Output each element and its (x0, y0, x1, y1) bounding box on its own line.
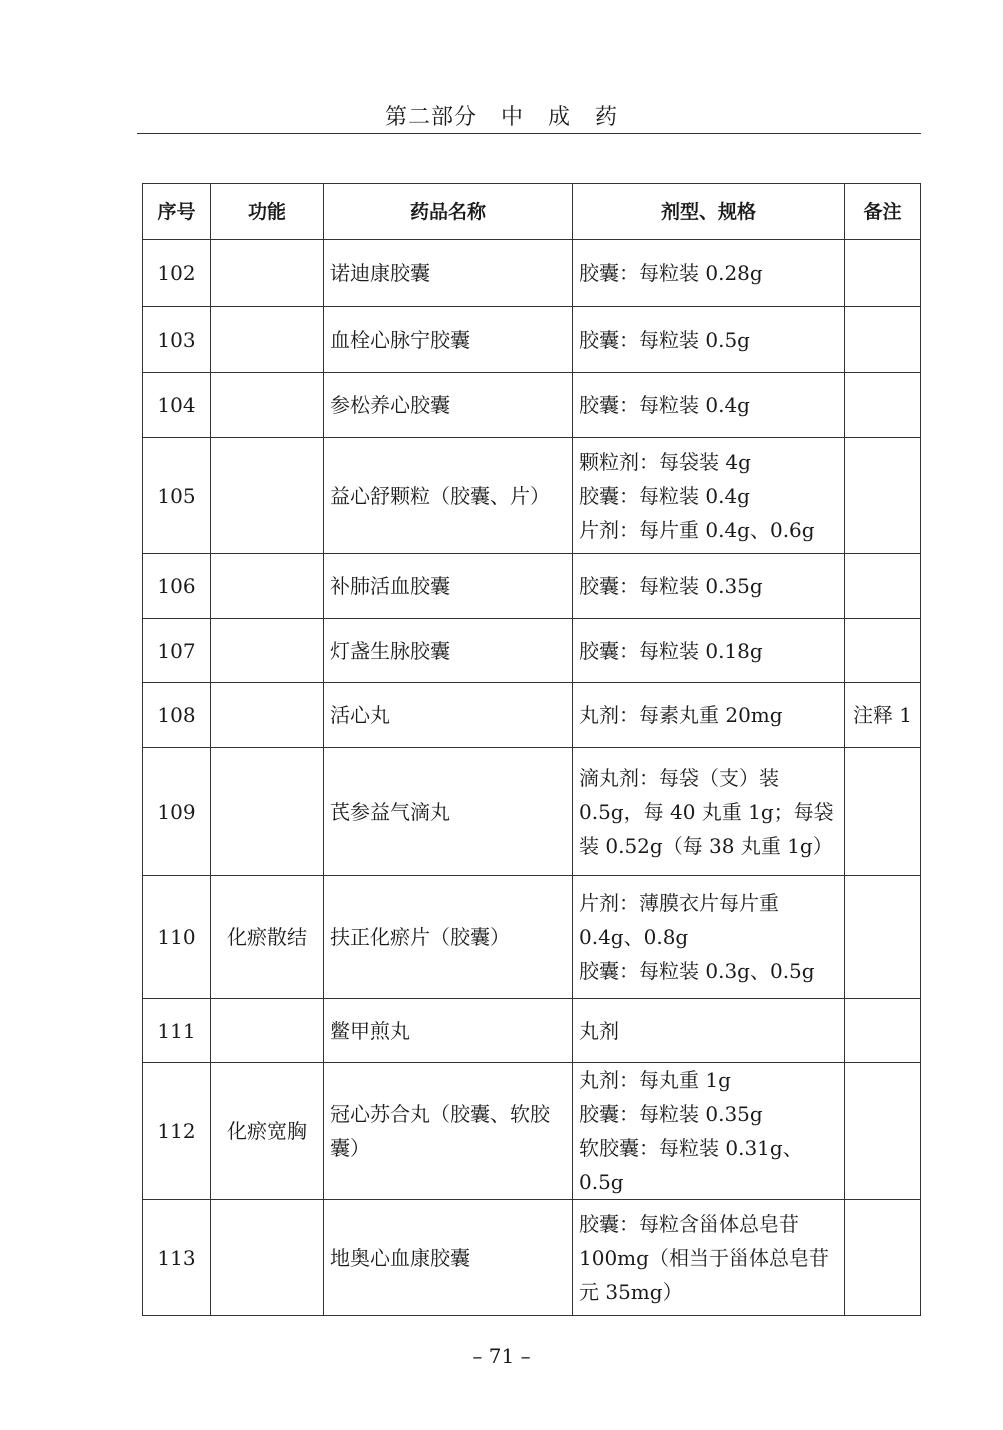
cell-note (845, 438, 921, 554)
cell-no: 108 (143, 683, 211, 748)
cell-name: 补肺活血胶囊 (324, 554, 573, 619)
cell-function (211, 1200, 324, 1316)
cell-name: 扶正化瘀片（胶囊） (324, 876, 573, 999)
header-rule (137, 133, 921, 134)
cell-function (211, 438, 324, 554)
cell-name: 诺迪康胶囊 (324, 240, 573, 307)
cell-no: 111 (143, 999, 211, 1063)
cell-note (845, 554, 921, 619)
cell-no: 113 (143, 1200, 211, 1316)
cell-spec: 丸剂：每素丸重 20mg (573, 683, 845, 748)
cell-no: 107 (143, 619, 211, 683)
cell-note (845, 748, 921, 876)
cell-spec: 胶囊：每粒装 0.28g (573, 240, 845, 307)
table-row (143, 1200, 921, 1316)
cell-name: 冠心苏合丸（胶囊、软胶囊） (324, 1063, 573, 1200)
cell-name: 芪参益气滴丸 (324, 748, 573, 876)
table-row (143, 748, 921, 876)
cell-note (845, 1063, 921, 1200)
cell-function (211, 683, 324, 748)
cell-spec: 胶囊：每粒装 0.4g (573, 373, 845, 438)
cell-function (211, 373, 324, 438)
column-header-note: 备注 (845, 184, 921, 240)
cell-function (211, 748, 324, 876)
cell-note (845, 1200, 921, 1316)
table-row (143, 438, 921, 554)
cell-spec: 胶囊：每粒装 0.5g (573, 307, 845, 373)
table-row (143, 876, 921, 999)
cell-no: 102 (143, 240, 211, 307)
cell-function: 化瘀散结 (211, 876, 324, 999)
cell-function (211, 554, 324, 619)
column-header-no: 序号 (143, 184, 211, 240)
cell-note: 注释 1 (845, 683, 921, 748)
cell-no: 104 (143, 373, 211, 438)
cell-spec: 滴丸剂：每袋（支）装 0.5g，每 40 丸重 1g；每袋装 0.52g（每 38 丸重 1g） (573, 748, 845, 876)
cell-note (845, 307, 921, 373)
cell-spec: 片剂：薄膜衣片每片重 0.4g、0.8g 胶囊：每粒装 0.3g、0.5g (573, 876, 845, 999)
page-number: – 71 – (472, 1344, 531, 1368)
column-header-spec: 剂型、规格 (573, 184, 845, 240)
cell-note (845, 240, 921, 307)
cell-spec: 颗粒剂：每袋装 4g 胶囊：每粒装 0.4g 片剂：每片重 0.4g、0.6g (573, 438, 845, 554)
table-row (143, 683, 921, 748)
column-header-function: 功能 (211, 184, 324, 240)
table-row (143, 307, 921, 373)
table-row (143, 619, 921, 683)
column-header-name: 药品名称 (324, 184, 573, 240)
cell-function (211, 240, 324, 307)
page-header-title: 第二部分 中 成 药 (385, 105, 618, 130)
drug-table (142, 183, 921, 1316)
table-row (143, 554, 921, 619)
cell-note (845, 373, 921, 438)
cell-no: 109 (143, 748, 211, 876)
cell-spec: 胶囊：每粒含甾体总皂苷 100mg（相当于甾体总皂苷元 35mg） (573, 1200, 845, 1316)
cell-function (211, 307, 324, 373)
cell-name: 鳖甲煎丸 (324, 999, 573, 1063)
cell-name: 灯盏生脉胶囊 (324, 619, 573, 683)
cell-function: 化瘀宽胸 (211, 1063, 324, 1200)
cell-spec: 丸剂 (573, 999, 845, 1063)
cell-function (211, 619, 324, 683)
cell-spec: 胶囊：每粒装 0.18g (573, 619, 845, 683)
cell-name: 地奥心血康胶囊 (324, 1200, 573, 1316)
cell-spec: 丸剂：每丸重 1g 胶囊：每粒装 0.35g 软胶囊：每粒装 0.31g、0.5g (573, 1063, 845, 1200)
cell-spec: 胶囊：每粒装 0.35g (573, 554, 845, 619)
cell-note (845, 999, 921, 1063)
cell-name: 血栓心脉宁胶囊 (324, 307, 573, 373)
table-row (143, 240, 921, 307)
cell-function (211, 999, 324, 1063)
cell-name: 活心丸 (324, 683, 573, 748)
table-row (143, 999, 921, 1063)
cell-name: 参松养心胶囊 (324, 373, 573, 438)
cell-no: 103 (143, 307, 211, 373)
table-row (143, 1063, 921, 1200)
cell-note (845, 876, 921, 999)
cell-note (845, 619, 921, 683)
cell-no: 105 (143, 438, 211, 554)
table-row (143, 373, 921, 438)
cell-no: 110 (143, 876, 211, 999)
cell-no: 106 (143, 554, 211, 619)
table-header-row (143, 184, 921, 240)
cell-no: 112 (143, 1063, 211, 1200)
cell-name: 益心舒颗粒（胶囊、片） (324, 438, 573, 554)
